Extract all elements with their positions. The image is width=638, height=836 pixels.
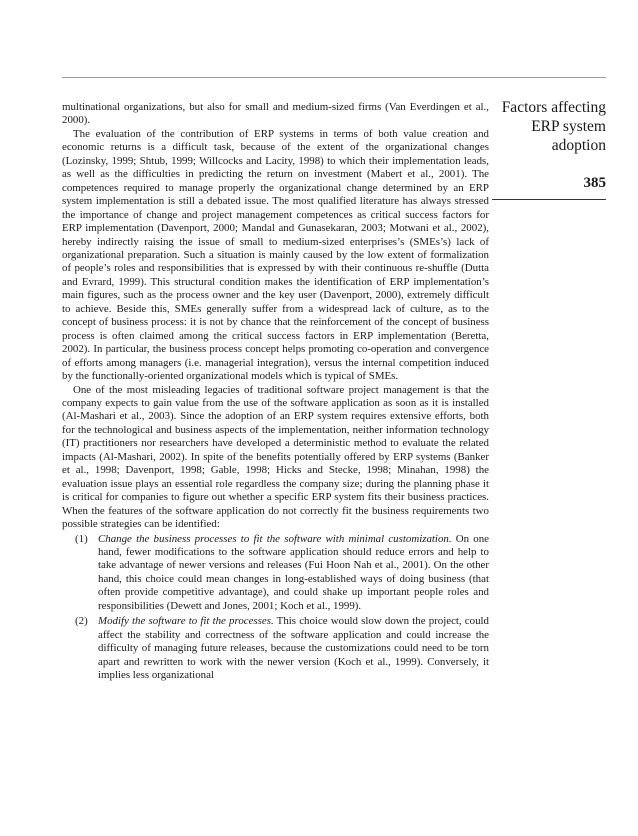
running-header — [492, 98, 606, 192]
sidebar-rule — [492, 199, 606, 200]
running-title — [492, 98, 606, 155]
running-title-line-3: adoption — [551, 137, 606, 154]
strategy-list — [62, 533, 489, 683]
running-title-line-1: Factors affecting — [501, 99, 606, 116]
page-number: 385 — [583, 175, 606, 191]
list-item — [62, 533, 489, 614]
list-item — [62, 615, 489, 682]
list-item-text: On one hand, fewer modifications to the software application should reduce errors and help to take advantage of newer versions and releases (Fui Hoon Nah et al., 2001). On the other hand, this choice could mean changes in long-established ways of doing business (that often provide competitive advantage), and could shake up important people roles and responsibilities (Dewett and Jones, 2001; Koch et al., 1999). — [98, 532, 489, 612]
paragraph-2: The evaluation of the contribution of ERP systems in terms of both value creation and economic returns is a difficult task, because of the extent of the organizational changes (Lozinsky, 1999; Shtub, 1999; Willcocks and Lacity, 1998) to which their implementation leads, as well as the difficulties in predicting the return on investment (Mabert et al., 2001). The competences required to manage properly the organizational change determined by an ERP system implementation is still a debated issue. The most qualified literature has always stressed the importance of change and project management competences as critical success factors for ERP implementation (Davenport, 2000; Mandal and Gunasekaran, 2003; Motwani et al., 2002), hereby indirectly raising the issue of small to medium-sized enterprises’s (SMEs’s) lack of organizational preparation. Such a situation is mainly caused by the low extent of formalization of people’s roles and responsibilities that is expressed by with their continuous re-shuffle (Dutta and Evrard, 1999). This structural condition makes the identification of ERP implementation’s main figures, such as the process owner and the key user (Davenport, 2000), extremely difficult to achieve. Beside this, SMEs generally suffer from a widespread lack of culture, as to the concept of business process: it is not by chance that the reinforcement of the concept of business process is often claimed among the critical success factors in ERP implementation (Beretta, 2002). In particular, the business process concept helps promoting co-operation and convergence of efforts among managers (i.e. managerial integration), versus the internal competition induced by the functionally-oriented organizational models which is typical of SMEs. — [62, 127, 489, 383]
running-title-line-2: ERP system — [531, 118, 606, 135]
paragraph-1: multinational organizations, but also for small and medium-sized firms (Van Everdingen et al., 2000). — [62, 101, 489, 127]
paragraph-3: One of the most misleading legacies of traditional software project management is that the company expects to gain value from the use of the software application as soon as it is installed (Al-Mashari et al., 2003). Since the adoption of an ERP system requires extensive efforts, both for the technological and business aspects of the implementation, neither information technology (IT) practitioners nor researchers have developed a deterministic method to evaluate the related impacts (Al-Mashari, 2002). In spite of the benefits potentially offered by ERP systems (Banker et al., 1998; Davenport, 1998; Gable, 1998; Hicks and Stecke, 1998; Minahan, 1998) the evaluation issue plays an essential role regardless the company size; during the planning phase it is critical for companies to figure out whether a specific ERP system fits their business practices. When the features of the software application do not correctly fit the business requirements two possible strategies can be identified: — [62, 383, 489, 531]
list-item-emphasis: Modify the software to fit the processes. — [98, 615, 274, 628]
list-item-text: This choice would slow down the project, could affect the stability and correctness of the software application and could increase the difficulty of managing future releases, because the customizations could need to be torn apart and rewritten to work with the newer version (Koch et al., 1999). Conversely, it implies less organizational — [98, 615, 489, 682]
header-rule — [62, 77, 606, 78]
list-item-number: (2) — [75, 615, 88, 628]
article-body — [62, 101, 489, 684]
list-item-emphasis: Change the business processes to fit the software with minimal customization. — [98, 532, 452, 545]
list-item-number: (1) — [75, 532, 88, 545]
